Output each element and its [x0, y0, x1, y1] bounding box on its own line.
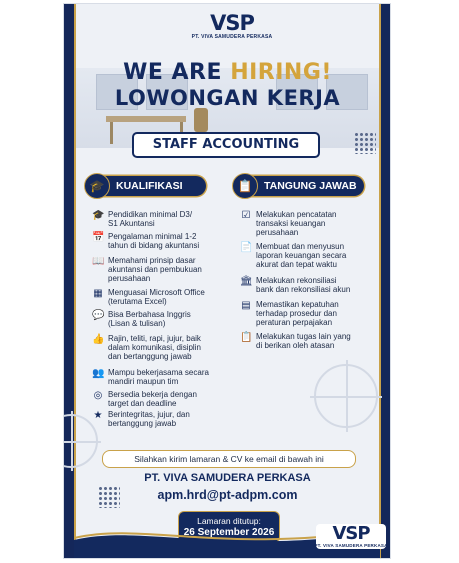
footer-logo-subtitle: PT. VIVA SAMUDERA PERKASA: [314, 543, 388, 548]
calendar-icon: 📅: [92, 232, 105, 243]
logo-text: VSP: [210, 11, 254, 35]
clipboard-icon: 📋: [240, 332, 253, 343]
chat-icon: 💬: [92, 310, 105, 321]
list-item-text: Membuat dan menyusun laporan keuangan secara akurat dan tepat waktu: [256, 242, 347, 269]
list-item-text: Rajin, teliti, rapi, jujur, baik dalam komunikasi, disiplin dan bertanggung jawab: [108, 334, 201, 361]
footer-logo: [316, 524, 386, 549]
team-icon: 👥: [92, 368, 105, 379]
book-icon: 📖: [92, 256, 105, 267]
excel-icon: ▦: [93, 288, 103, 299]
qualifications-header: [88, 176, 206, 196]
tax-icon: ▤: [241, 300, 251, 311]
list-item-text: Mampu bekerjasama secara mandiri maupun tim: [108, 368, 209, 386]
position-title: STAFF ACCOUNTING: [132, 132, 320, 158]
company-name: PT. VIVA SAMUDERA PERKASA: [144, 472, 311, 484]
target-icon: ◎: [93, 390, 103, 401]
logo-subtitle: PT. VIVA SAMUDERA PERKASA: [191, 34, 273, 40]
graduation-cap-icon: 🎓: [92, 210, 105, 221]
responsibilities-list: [240, 208, 380, 408]
graduation-cap-icon: 🎓: [84, 173, 110, 199]
contact-email: apm.hrd@pt-adpm.com: [157, 488, 298, 502]
list-item-text: Bersedia bekerja dengan target dan deadline: [108, 390, 197, 408]
responsibilities-header: [236, 176, 364, 196]
headline-hiring: [76, 60, 379, 85]
checkbox-icon: ☑: [241, 210, 251, 221]
company-logo: [191, 11, 273, 40]
list-item-text: Bisa Berbahasa Inggris (Lisan & tulisan): [108, 310, 191, 328]
list-item-text: Pengalaman minimal 1-2 tahun di bidang akuntansi: [108, 232, 200, 250]
headline-part-b: HIRING!: [230, 60, 332, 85]
qualifications-list: [92, 208, 232, 448]
clipboard-check-icon: 📋: [232, 173, 258, 199]
bank-icon: 🏛: [240, 276, 253, 287]
headline-part-a: WE ARE: [123, 60, 231, 85]
footer-logo-text: VSP: [332, 523, 370, 544]
star-icon: ★: [93, 410, 103, 421]
left-border: [64, 4, 74, 558]
list-item-text: Melakukan rekonsiliasi bank dan rekonsiliasi akun: [256, 276, 351, 294]
list-item-text: Melakukan pencatatan transaksi keuangan perusahaan: [256, 210, 337, 237]
document-icon: 📄: [240, 242, 253, 253]
deadline-date: 26 September 2026: [183, 527, 275, 538]
list-item-text: Memastikan kepatuhan terhadap prosedur dan peraturan perpajakan: [256, 300, 339, 327]
headline-lowongan: LOWONGAN KERJA: [114, 86, 341, 110]
dot-pattern-decoration: [354, 132, 376, 154]
job-poster: [64, 4, 390, 558]
list-item-text: Berintegritas, jujur, dan bertanggung jawab: [108, 410, 190, 428]
list-item-text: Memahami prinsip dasar akuntansi dan pembukuan perusahaan: [108, 256, 202, 283]
list-item-text: Menguasai Microsoft Office (terutama Excel): [108, 288, 205, 306]
list-item-text: Melakukan tugas lain yang di berikan oleh atasan: [256, 332, 351, 350]
thumbs-up-icon: 👍: [92, 334, 105, 345]
right-border: [381, 4, 390, 558]
responsibilities-title: TANGUNG JAWAB: [264, 180, 357, 192]
list-item-text: Pendidikan minimal D3/ S1 Akuntansi: [108, 210, 193, 228]
qualifications-title: KUALIFIKASI: [116, 180, 183, 192]
deadline-label: Lamaran ditutup:: [197, 516, 261, 526]
cta-instruction: Silahkan kirim lamaran & CV ke email di bawah ini: [102, 450, 356, 468]
